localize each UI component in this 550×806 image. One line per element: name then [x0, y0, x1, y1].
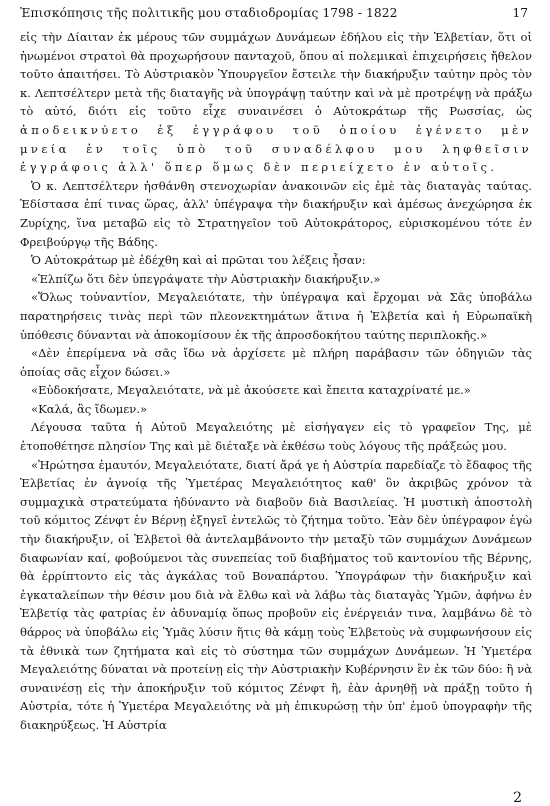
paragraph: Ὁ Αὐτοκράτωρ μὲ ἐδέχθη καὶ αἱ πρῶται του λέξεις ἦσαν: — [31, 253, 366, 268]
paragraph-text: εἰς τὴν Δίαιταν ἐκ μέρους τῶν συμμάχων Δυνάμεων ἐδήλου εἰς τὴν Ἑλβετίαν, ὅτι οἱ ἡνωμένοι στρατοὶ θὰ προχωρήσουν πανταχοῦ, ὅπου αἱ πολεμικαὶ ἐπιχειρήσεις ἤθελον τοῦτο ἀπαιτήσει. Τὸ Αὐστριακὸν Ὑπουργεῖον ἔστειλε τὴν διακήρυξιν ταύτην πρὸς τὸν κ. Λεπτσέλτερν μετὰ τῆς διαταγῆς νὰ ὑπογράψῃ ταύτην καὶ νὰ μὲ προτρέψῃ νὰ πράξω τὸ αὐτό, διότι εἰς τοῦτο εἶχε συναινέσει ὁ Αὐτοκράτωρ τῆς Ρωσσίας, ὡς — [20, 30, 532, 119]
dialogue-line: «Ὅλως τοὐναντίον, Μεγαλειότατε, τὴν ὑπέγραψα καὶ ἔρχομαι νὰ Σᾶς ὑποβάλω παρατηρήσεις τινὰς περὶ τῶν πλεονεκτημάτων ἅτινα ἡ Ἑλβετία καὶ ἡ Εὐρωπαϊκὴ ὑπόθεσις δύνανται νὰ ἀποκομίσουν ἐκ τῆς ἀπροσδοκήτου ταύτης περιπλοκῆς.» — [20, 290, 532, 342]
dialogue-line: «Δὲν ἐπερίμενα νὰ σᾶς ἴδω νὰ ἀρχίσετε μὲ πλήρη παράβασιν τῶν ὁδηγιῶν τὰς ὁποίας σᾶς εἶχον δώσει.» — [20, 346, 532, 379]
page-number: 17 — [512, 6, 528, 20]
paragraph: Λέγουσα ταῦτα ἡ Αὐτοῦ Μεγαλειότης μὲ εἰσήγαγεν εἰς τὸ γραφεῖον Της, μὲ ἐτοποθέτησε πλησίον Της καὶ μὲ διέταξε νὰ ἐκθέσω τοὺς λόγους τῆς πράξεώς μου. — [20, 420, 532, 454]
dialogue-paragraph: «Ἠρώτησα ἐμαυτόν, Μεγαλειότατε, διατί ἄρά γε ἡ Αὐστρία παρεδίαζε τὸ ἔδαφος τῆς Ἑλβετίας ἐν ἀγνοίᾳ τῆς Ὑμετέρας Μεγαλειότητος καθ' ὃν ἀκριβῶς χρόνον τὰ συμμαχικὰ στρατεύματα ἠδύναντο νὰ διαβοῦν διὰ Βασιλείας. Ἡ μυστικὴ ἀποστολὴ τοῦ κόμιτος Ζένφτ ἐν Βέρνῃ ἐξηγεῖ ἐντελῶς τὸ ζήτημα τοῦτο. Ἐὰν δὲν ὑπέγραφον ἐγὼ τὴν διακήρυξιν, οἱ Ἑλβετοὶ θὰ ἀντελαμβάνοντο τὴν μεταξὺ τῶν συμμάχων Δυνάμεων διαφωνίαν καί, φοβούμενοι τὰς συνεπείας τοῦ διαβήματος τοῦ καντονίου τῆς Βέρνης, θὰ ἐρρίπτοντο εἰς τὰς ἀγκάλας τοῦ Βοναπάρτου. Ὑπογράφων τὴν διακήρυξιν καὶ ἐγκαταλείπων τὴν θέσιν μου διὰ νὰ ἔλθω καὶ νὰ λάβω τὰς διαταγὰς Ὑμῶν, ἀφήνω ἐν Ἑλβετίᾳ τὰς φατρίας ἐν ἀδυναμίᾳ ὅπως προβοῦν εἰς ἐνέργειάν τινα, λαμβάνω δὲ τὸ θάρρος νὰ ὑποβάλω εἰς Ὑμᾶς λύσιν ἥτις θὰ κάμῃ τοὺς Ἑλβετοὺς νὰ συμφωνήσουν εἰς τὰ ἐθνικὰ των ζητήματα καὶ εἰς τὸ σύστημα τῶν συμμάχων Δυνάμεων. Ἡ Ὑμετέρα Μεγαλειότης δύναται νὰ προτείνῃ εἰς τὴν Αὐστριακὴν Κυβέρνησιν ἓν ἐκ τῶν δύο: ἢ νὰ συναινέσῃ εἰς τὴν ἀποκήρυξιν τοῦ κόμιτος Ζένφτ ἢ, ἐὰν ἀρνηθῇ νὰ πράξῃ τοῦτο ἡ Αὐστρία, τότε ἡ Ὑμετέρα Μεγαλειότης νὰ μὴ ἐπικυρώσῃ τὴν ὑπ' ἐμοῦ ὑπογραφὴν τῆς διακηρύξεως. Ἡ Αὐστρία — [20, 457, 532, 732]
paragraph: Ὁ κ. Λεπτσέλτερν ἠσθάνθη στενοχωρίαν ἀνακοινῶν εἰς ἐμὲ τὰς διαταγὰς ταύτας. Ἐδίστασα ἐπί τινας ὥρας, ἀλλ' ὑπέγραψα τὴν διακήρυξιν καὶ ἀμέσως ἀνεχώρησα ἐκ Ζυρίχης, ἵνα μεταβῶ εἰς τὸ Στρατηγεῖον τοῦ Αὐτοκράτορος, εὑρισκομένου τότε ἐν Φρειβούργῳ τῆς Βάδης. — [20, 178, 532, 249]
dialogue-line: «Εὐδοκήσατε, Μεγαλειότατε, νὰ μὲ ἀκούσετε καὶ ἔπειτα καταχρίνατέ με.» — [31, 383, 471, 398]
signature-mark: 2 — [513, 790, 522, 806]
dialogue-line: «Καλά, ἂς ἴδωμεν.» — [31, 401, 148, 416]
document-page — [20, 4, 532, 735]
body-text — [20, 28, 532, 735]
spaced-emphasis-text: ἀποδεικνύετο ἐξ ἐγγράφου τοῦ ὁποίου ἐγένετο μὲν μνεία ἐν τοῖς ὑπὸ τοῦ συναδέλφου μου ληφθεῖσιν ἐγγράφοις ἀλλ' ὅπερ ὅμως δὲν περιείχετο ἐν αὐτοῖς. — [20, 122, 532, 175]
paragraph — [20, 28, 532, 177]
dialogue-line: «Ἐλπίζω ὅτι δὲν ὑπεγράψατε τὴν Αὐστριακὴν διακήρυξιν.» — [31, 271, 381, 286]
running-header — [20, 4, 532, 22]
running-title: Ἐπισκόπησις τῆς πολιτικῆς μου σταδιοδρομίας 1798 - 1822 — [20, 6, 398, 20]
